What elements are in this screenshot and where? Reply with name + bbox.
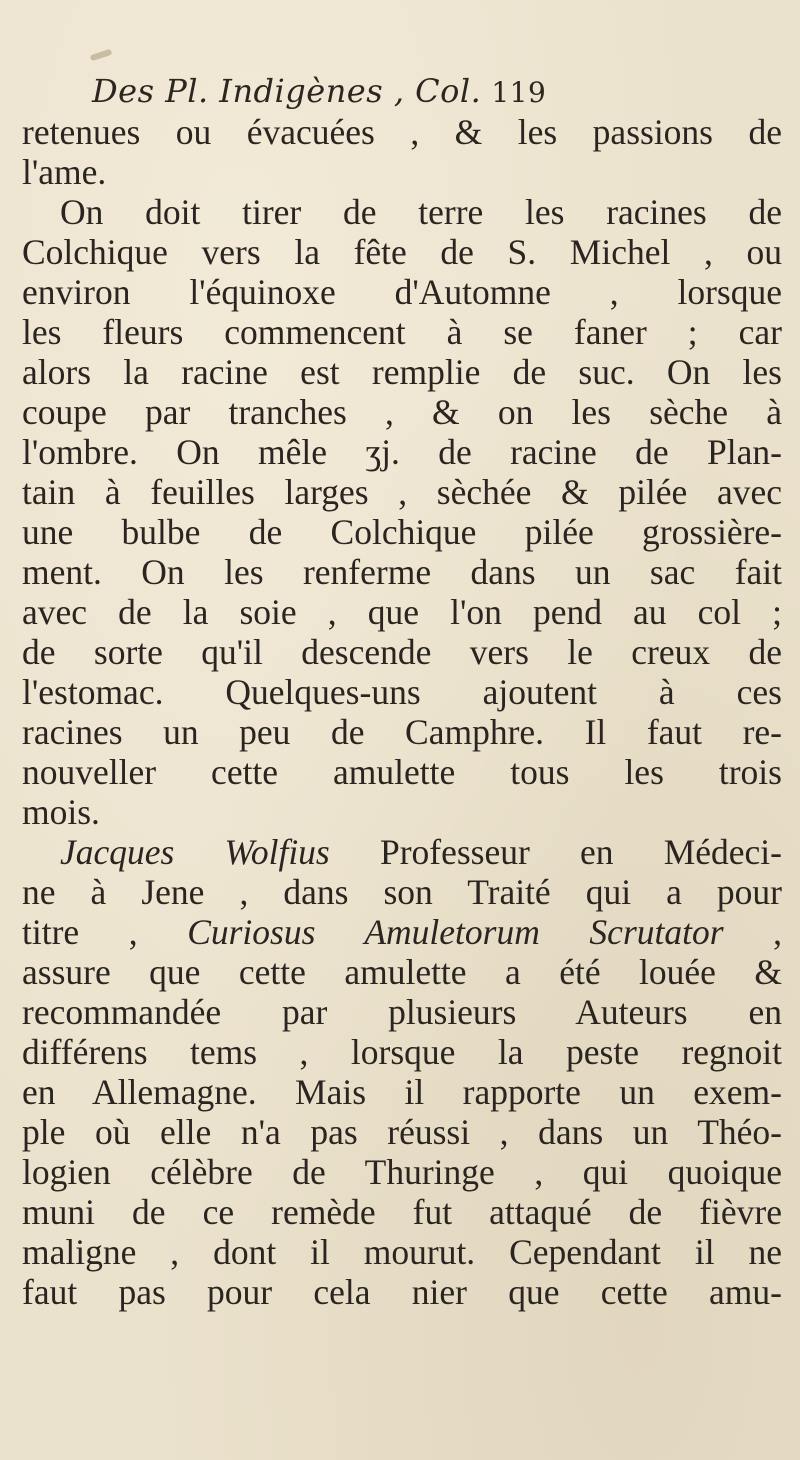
running-header [92, 72, 772, 110]
text-segment: alors la racine est remplie de suc. On les [22, 352, 782, 392]
text-line [22, 512, 782, 552]
text-line [22, 432, 782, 472]
text-line [22, 792, 782, 832]
page-number: 119 [491, 76, 547, 109]
text-segment: muni de ce remède fut attaqué de fièvre [22, 1192, 782, 1232]
text-line [22, 1272, 782, 1312]
text-line [22, 232, 782, 272]
text-line [22, 1192, 782, 1232]
text-segment: logien célèbre de Thuringe , qui quoique [22, 1152, 782, 1192]
text-line [22, 352, 782, 392]
text-line [22, 552, 782, 592]
text-segment: ne à Jene , dans son Traité qui a pour [22, 872, 782, 912]
text-line [22, 192, 782, 232]
text-segment: racines un peu de Camphre. Il faut re- [22, 712, 782, 752]
text-line [22, 1072, 782, 1112]
text-segment: environ l'équinoxe d'Automne , lorsque [22, 272, 782, 312]
text-line [22, 312, 782, 352]
text-segment: différens tems , lorsque la peste regnoit [22, 1032, 782, 1072]
text-segment: Colchique vers la fête de S. Michel , ou [22, 232, 782, 272]
text-segment: titre , [22, 912, 188, 952]
text-segment: assure que cette amulette a été louée & [22, 952, 782, 992]
text-segment: nouveller cette amulette tous les trois [22, 752, 782, 792]
italic-text-segment: Jacques Wolfius [60, 832, 330, 872]
text-segment: faut pas pour cela nier que cette amu- [22, 1272, 782, 1312]
text-line [22, 872, 782, 912]
text-line [22, 952, 782, 992]
text-line [22, 752, 782, 792]
text-line [22, 632, 782, 672]
text-line [22, 712, 782, 752]
text-segment: les fleurs commencent à se faner ; car [22, 312, 782, 352]
text-line [22, 832, 782, 872]
text-segment: Professeur en Médeci- [329, 832, 782, 872]
page-body-text [22, 112, 782, 1312]
text-segment: une bulbe de Colchique pilée grossière- [22, 512, 782, 552]
text-segment: ple où elle n'a pas réussi , dans un Théo- [22, 1112, 782, 1152]
text-segment: , [723, 912, 782, 952]
text-segment: l'estomac. Quelques-uns ajoutent à ces [22, 672, 782, 712]
text-line [22, 592, 782, 632]
text-segment: mois. [22, 792, 100, 832]
text-segment: recommandée par plusieurs Auteurs en [22, 992, 782, 1032]
text-segment: en Allemagne. Mais il rapporte un exem- [22, 1072, 782, 1112]
ink-smudge [90, 49, 113, 62]
text-segment: ment. On les renferme dans un sac fait [22, 552, 782, 592]
text-segment: On doit tirer de terre les racines de [60, 192, 782, 232]
text-segment: de sorte qu'il descende vers le creux de [22, 632, 782, 672]
text-line [22, 392, 782, 432]
text-line [22, 1152, 782, 1192]
text-segment: coupe par tranches , & on les sèche à [22, 392, 782, 432]
text-segment: maligne , dont il mourut. Cependant il ne [22, 1232, 782, 1272]
text-line [22, 472, 782, 512]
text-line [22, 1112, 782, 1152]
text-line [22, 152, 782, 192]
text-line [22, 672, 782, 712]
text-segment: l'ombre. On mêle ʒj. de racine de Plan- [22, 432, 782, 472]
text-segment: l'ame. [22, 152, 107, 192]
text-line [22, 1232, 782, 1272]
italic-text-segment: Curiosus Amuletorum Scrutator [187, 912, 724, 952]
text-line [22, 112, 782, 152]
text-line [22, 1032, 782, 1072]
text-segment: retenues ou évacuées , & les passions de [22, 112, 782, 152]
running-title: Des Pl. Indigènes , Col. [92, 72, 482, 110]
text-line [22, 992, 782, 1032]
text-segment: tain à feuilles larges , sèchée & pilée avec [22, 472, 782, 512]
text-line [22, 912, 782, 952]
text-line [22, 272, 782, 312]
text-segment: avec de la soie , que l'on pend au col ; [22, 592, 782, 632]
